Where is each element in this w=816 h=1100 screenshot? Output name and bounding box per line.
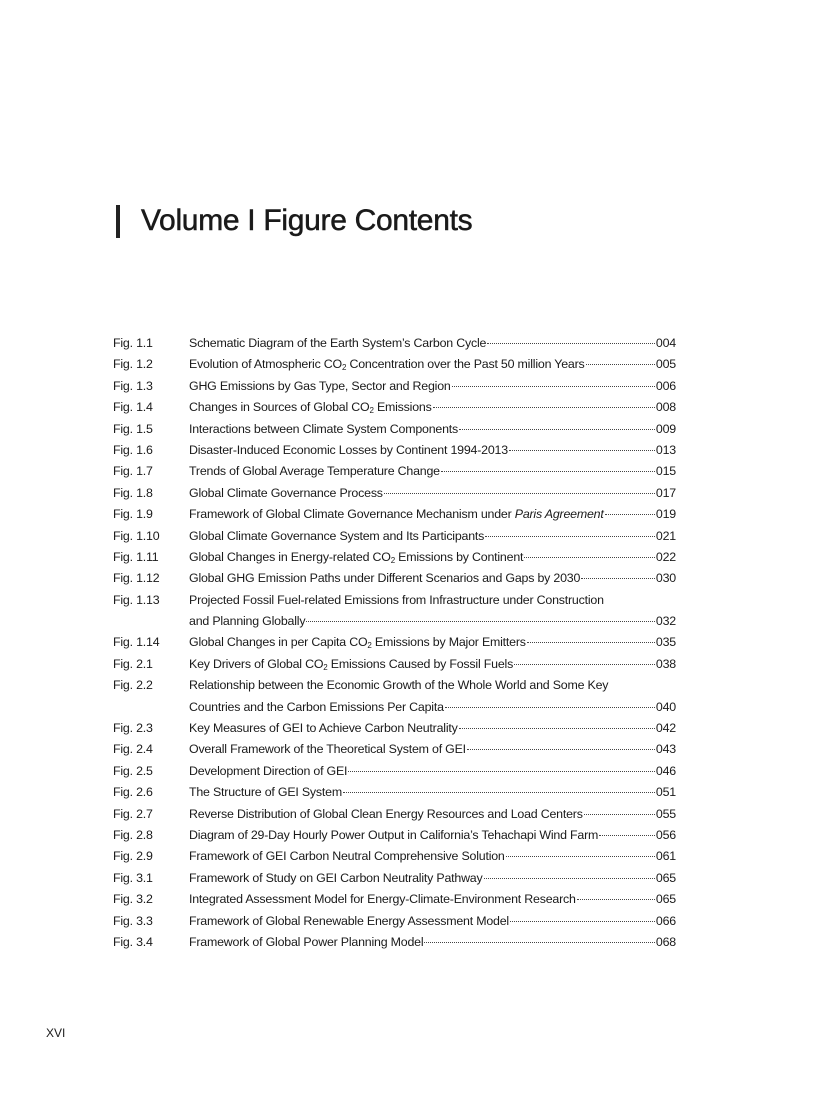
dot-leader bbox=[484, 878, 655, 879]
toc-entry[interactable] bbox=[113, 718, 676, 739]
title-text: Framework of GEI Carbon Neutral Comprehensive Solution bbox=[189, 849, 505, 864]
figure-number: Fig. 1.5 bbox=[113, 421, 153, 436]
toc-entry-continuation bbox=[113, 697, 676, 718]
title-text: Framework of Study on GEI Carbon Neutrality Pathway bbox=[189, 870, 483, 885]
toc-entry[interactable] bbox=[113, 376, 676, 397]
figure-number: Fig. 2.4 bbox=[113, 742, 153, 757]
title-text: Integrated Assessment Model for Energy-Climate-Environment Research bbox=[189, 892, 576, 907]
dot-leader bbox=[509, 450, 655, 451]
title-text: Global Changes in Energy-related CO bbox=[189, 549, 391, 564]
page-ref: 019 bbox=[655, 507, 676, 522]
title-text: Global Changes in per Capita CO bbox=[189, 635, 368, 650]
title-text: The Structure of GEI System bbox=[189, 785, 342, 800]
figure-number: Fig. 2.1 bbox=[113, 656, 153, 671]
figure-title bbox=[189, 461, 440, 482]
dot-leader bbox=[452, 386, 655, 387]
title-text: Emissions bbox=[373, 400, 432, 415]
title-text: Global GHG Emission Paths under Different Scenarios and Gaps by 2030 bbox=[189, 571, 581, 586]
page-title: Volume I Figure Contents bbox=[141, 204, 473, 237]
title-text: Changes in Sources of Global CO bbox=[189, 400, 370, 415]
figure-number: Fig. 1.2 bbox=[113, 357, 153, 372]
title-text: Concentration over the Past 50 million Years bbox=[346, 357, 585, 372]
title-text: Emissions Caused by Fossil Fuels bbox=[327, 656, 514, 671]
page-ref: 042 bbox=[655, 721, 676, 736]
dot-leader bbox=[506, 856, 655, 857]
page-ref: 017 bbox=[655, 485, 676, 500]
figure-number: Fig. 1.7 bbox=[113, 464, 153, 479]
page-ref: 051 bbox=[655, 785, 676, 800]
page-ref: 035 bbox=[655, 635, 676, 650]
dot-leader bbox=[599, 835, 655, 836]
title-text: Development Direction of GEI bbox=[189, 763, 348, 778]
page-ref: 021 bbox=[655, 528, 676, 543]
toc-entry[interactable] bbox=[113, 333, 676, 354]
toc-entry[interactable] bbox=[113, 932, 676, 953]
figure-number: Fig. 2.5 bbox=[113, 763, 153, 778]
heading-bar bbox=[116, 205, 120, 238]
figure-title bbox=[189, 632, 526, 653]
figure-title bbox=[189, 718, 458, 739]
figure-title bbox=[189, 376, 451, 397]
page-ref: 013 bbox=[655, 442, 676, 457]
page-ref: 038 bbox=[655, 656, 676, 671]
toc-entry[interactable] bbox=[113, 461, 676, 482]
figure-title bbox=[189, 761, 347, 782]
dot-leader bbox=[467, 749, 655, 750]
page-ref: 061 bbox=[655, 849, 676, 864]
page-ref: 008 bbox=[655, 400, 676, 415]
figure-number: Fig. 3.2 bbox=[113, 892, 153, 907]
toc-entry[interactable] bbox=[113, 782, 676, 803]
page-number: XVI bbox=[46, 1026, 66, 1040]
figure-title bbox=[189, 782, 342, 803]
dot-leader bbox=[459, 728, 655, 729]
title-text: Framework of Global Power Planning Model bbox=[189, 934, 424, 949]
figure-number: Fig. 1.13 bbox=[113, 592, 160, 607]
page-ref: 032 bbox=[655, 614, 676, 629]
figure-title bbox=[189, 804, 583, 825]
dot-leader bbox=[524, 557, 655, 558]
figure-number: Fig. 3.4 bbox=[113, 934, 153, 949]
figure-title bbox=[189, 675, 608, 696]
figure-number: Fig. 2.9 bbox=[113, 849, 153, 864]
subscript: 2 bbox=[367, 641, 372, 651]
dot-leader bbox=[441, 471, 655, 472]
title-text: Diagram of 29-Day Hourly Power Output in California’s Tehachapi Wind Farm bbox=[189, 827, 599, 842]
toc-entry[interactable] bbox=[113, 354, 676, 375]
title-text: Disaster-Induced Economic Losses by Continent 1994-2013 bbox=[189, 442, 508, 457]
figure-number: Fig. 1.4 bbox=[113, 400, 153, 415]
toc-entry[interactable] bbox=[113, 739, 676, 760]
dot-leader bbox=[384, 493, 655, 494]
subscript: 2 bbox=[342, 363, 347, 373]
figure-title bbox=[189, 868, 483, 889]
figure-number: Fig. 3.3 bbox=[113, 913, 153, 928]
title-text: Overall Framework of the Theoretical System of GEI bbox=[189, 742, 466, 757]
figure-title-continued: and Planning Globally bbox=[189, 614, 306, 629]
dot-leader bbox=[581, 578, 655, 579]
figure-title bbox=[189, 547, 523, 568]
page-ref: 065 bbox=[655, 870, 676, 885]
toc-entry[interactable] bbox=[113, 419, 676, 440]
toc-entry[interactable] bbox=[113, 825, 676, 846]
dot-leader bbox=[586, 364, 655, 365]
page-ref: 006 bbox=[655, 378, 676, 393]
dot-leader bbox=[348, 771, 655, 772]
title-text: Reverse Distribution of Global Clean Energy Resources and Load Centers bbox=[189, 806, 583, 821]
figure-number: Fig. 3.1 bbox=[113, 870, 153, 885]
dot-leader bbox=[584, 814, 655, 815]
title-text: Evolution of Atmospheric CO bbox=[189, 357, 342, 372]
toc-entry[interactable] bbox=[113, 526, 676, 547]
toc-entry[interactable] bbox=[113, 675, 676, 696]
figure-number: Fig. 2.3 bbox=[113, 721, 153, 736]
page-ref: 040 bbox=[655, 699, 676, 714]
title-text: Trends of Global Average Temperature Change bbox=[189, 464, 440, 479]
toc-entry[interactable] bbox=[113, 504, 676, 525]
page-ref: 065 bbox=[655, 892, 676, 907]
title-text: GHG Emissions by Gas Type, Sector and Region bbox=[189, 378, 451, 393]
figure-number: Fig. 1.9 bbox=[113, 507, 153, 522]
figure-title bbox=[189, 889, 576, 910]
page-ref: 005 bbox=[655, 357, 676, 372]
title-text: Schematic Diagram of the Earth System’s Carbon Cycle bbox=[189, 336, 487, 350]
figure-number: Fig. 1.11 bbox=[113, 549, 159, 564]
subscript: 2 bbox=[390, 555, 395, 565]
toc-entry[interactable] bbox=[113, 804, 676, 825]
title-text: Framework of Global Renewable Energy Assessment Model bbox=[189, 913, 509, 928]
dot-leader bbox=[487, 343, 655, 344]
toc-entry[interactable] bbox=[113, 846, 676, 867]
toc-entry[interactable] bbox=[113, 761, 676, 782]
figure-title bbox=[189, 739, 466, 760]
toc-entry-continuation bbox=[113, 611, 676, 632]
toc-entry[interactable] bbox=[113, 889, 676, 910]
figure-title bbox=[189, 825, 598, 846]
page-ref: 066 bbox=[655, 913, 676, 928]
toc-entry[interactable] bbox=[113, 440, 676, 461]
title-text: Key Drivers of Global CO bbox=[189, 656, 324, 671]
page-ref: 004 bbox=[655, 336, 676, 350]
figure-title bbox=[189, 654, 513, 675]
dot-leader bbox=[577, 899, 655, 900]
dot-leader bbox=[306, 621, 655, 622]
title-text: Global Climate Governance System and Its Participants bbox=[189, 528, 485, 543]
figure-number: Fig. 1.12 bbox=[113, 571, 160, 586]
title-text: Key Measures of GEI to Achieve Carbon Neutrality bbox=[189, 721, 458, 736]
figure-number: Fig. 1.14 bbox=[113, 635, 160, 650]
figure-title bbox=[189, 526, 484, 547]
figure-number: Fig. 1.10 bbox=[113, 528, 160, 543]
dot-leader bbox=[510, 921, 655, 922]
figure-number: Fig. 2.8 bbox=[113, 827, 153, 842]
title-text: Paris Agreement bbox=[514, 507, 604, 522]
subscript: 2 bbox=[323, 662, 328, 672]
dot-leader bbox=[343, 792, 655, 793]
title-text: Framework of Global Climate Governance Mechanism under bbox=[189, 507, 515, 522]
figure-title bbox=[189, 590, 604, 611]
figure-title bbox=[189, 911, 509, 932]
toc-entry[interactable] bbox=[113, 654, 676, 675]
toc-entry[interactable] bbox=[113, 590, 676, 611]
title-text: Global Climate Governance Process bbox=[189, 485, 383, 500]
toc-entry[interactable] bbox=[113, 547, 676, 568]
dot-leader bbox=[514, 664, 655, 665]
figure-number: Fig. 2.2 bbox=[113, 678, 153, 693]
toc-entry[interactable] bbox=[113, 397, 676, 418]
page-ref: 030 bbox=[655, 571, 676, 586]
figure-title bbox=[189, 397, 432, 418]
dot-leader bbox=[433, 407, 655, 408]
figure-number: Fig. 1.6 bbox=[113, 442, 153, 457]
figure-title bbox=[189, 440, 508, 461]
page-ref: 068 bbox=[655, 934, 676, 949]
page-ref: 056 bbox=[655, 827, 676, 842]
page-ref: 022 bbox=[655, 549, 676, 564]
figure-title bbox=[189, 354, 585, 375]
toc-entry[interactable] bbox=[113, 568, 676, 589]
dot-leader bbox=[459, 429, 655, 430]
figure-contents-list bbox=[113, 333, 676, 953]
title-text: Emissions by Continent bbox=[394, 549, 524, 564]
figure-title bbox=[189, 568, 580, 589]
title-text: Interactions between Climate System Components bbox=[189, 421, 459, 436]
figure-number: Fig. 1.8 bbox=[113, 485, 153, 500]
figure-number: Fig. 2.6 bbox=[113, 785, 153, 800]
figure-title bbox=[189, 333, 486, 354]
figure-title bbox=[189, 419, 458, 440]
subscript: 2 bbox=[369, 406, 374, 416]
dot-leader bbox=[605, 514, 655, 515]
figure-number: Fig. 2.7 bbox=[113, 806, 153, 821]
page-ref: 009 bbox=[655, 421, 676, 436]
page-ref: 055 bbox=[655, 806, 676, 821]
page-ref: 043 bbox=[655, 742, 676, 757]
toc-entry[interactable] bbox=[113, 868, 676, 889]
figure-title bbox=[189, 932, 423, 953]
title-text: Emissions by Major Emitters bbox=[371, 635, 526, 650]
figure-title-continued: Countries and the Carbon Emissions Per Capita bbox=[189, 699, 444, 714]
title-text: Projected Fossil Fuel-related Emissions from Infrastructure under Construction bbox=[189, 592, 604, 607]
dot-leader bbox=[445, 707, 655, 708]
figure-title bbox=[189, 504, 604, 525]
dot-leader bbox=[485, 536, 655, 537]
toc-entry[interactable] bbox=[113, 483, 676, 504]
toc-entry[interactable] bbox=[113, 911, 676, 932]
title-text: Relationship between the Economic Growth of the Whole World and Some Key bbox=[189, 678, 609, 693]
dot-leader bbox=[527, 642, 655, 643]
figure-title bbox=[189, 846, 505, 867]
figure-title bbox=[189, 483, 383, 504]
page-ref: 046 bbox=[655, 763, 676, 778]
dot-leader bbox=[424, 942, 655, 943]
toc-entry[interactable] bbox=[113, 632, 676, 653]
figure-number: Fig. 1.3 bbox=[113, 378, 153, 393]
page-ref: 015 bbox=[655, 464, 676, 479]
figure-number: Fig. 1.1 bbox=[113, 336, 153, 350]
